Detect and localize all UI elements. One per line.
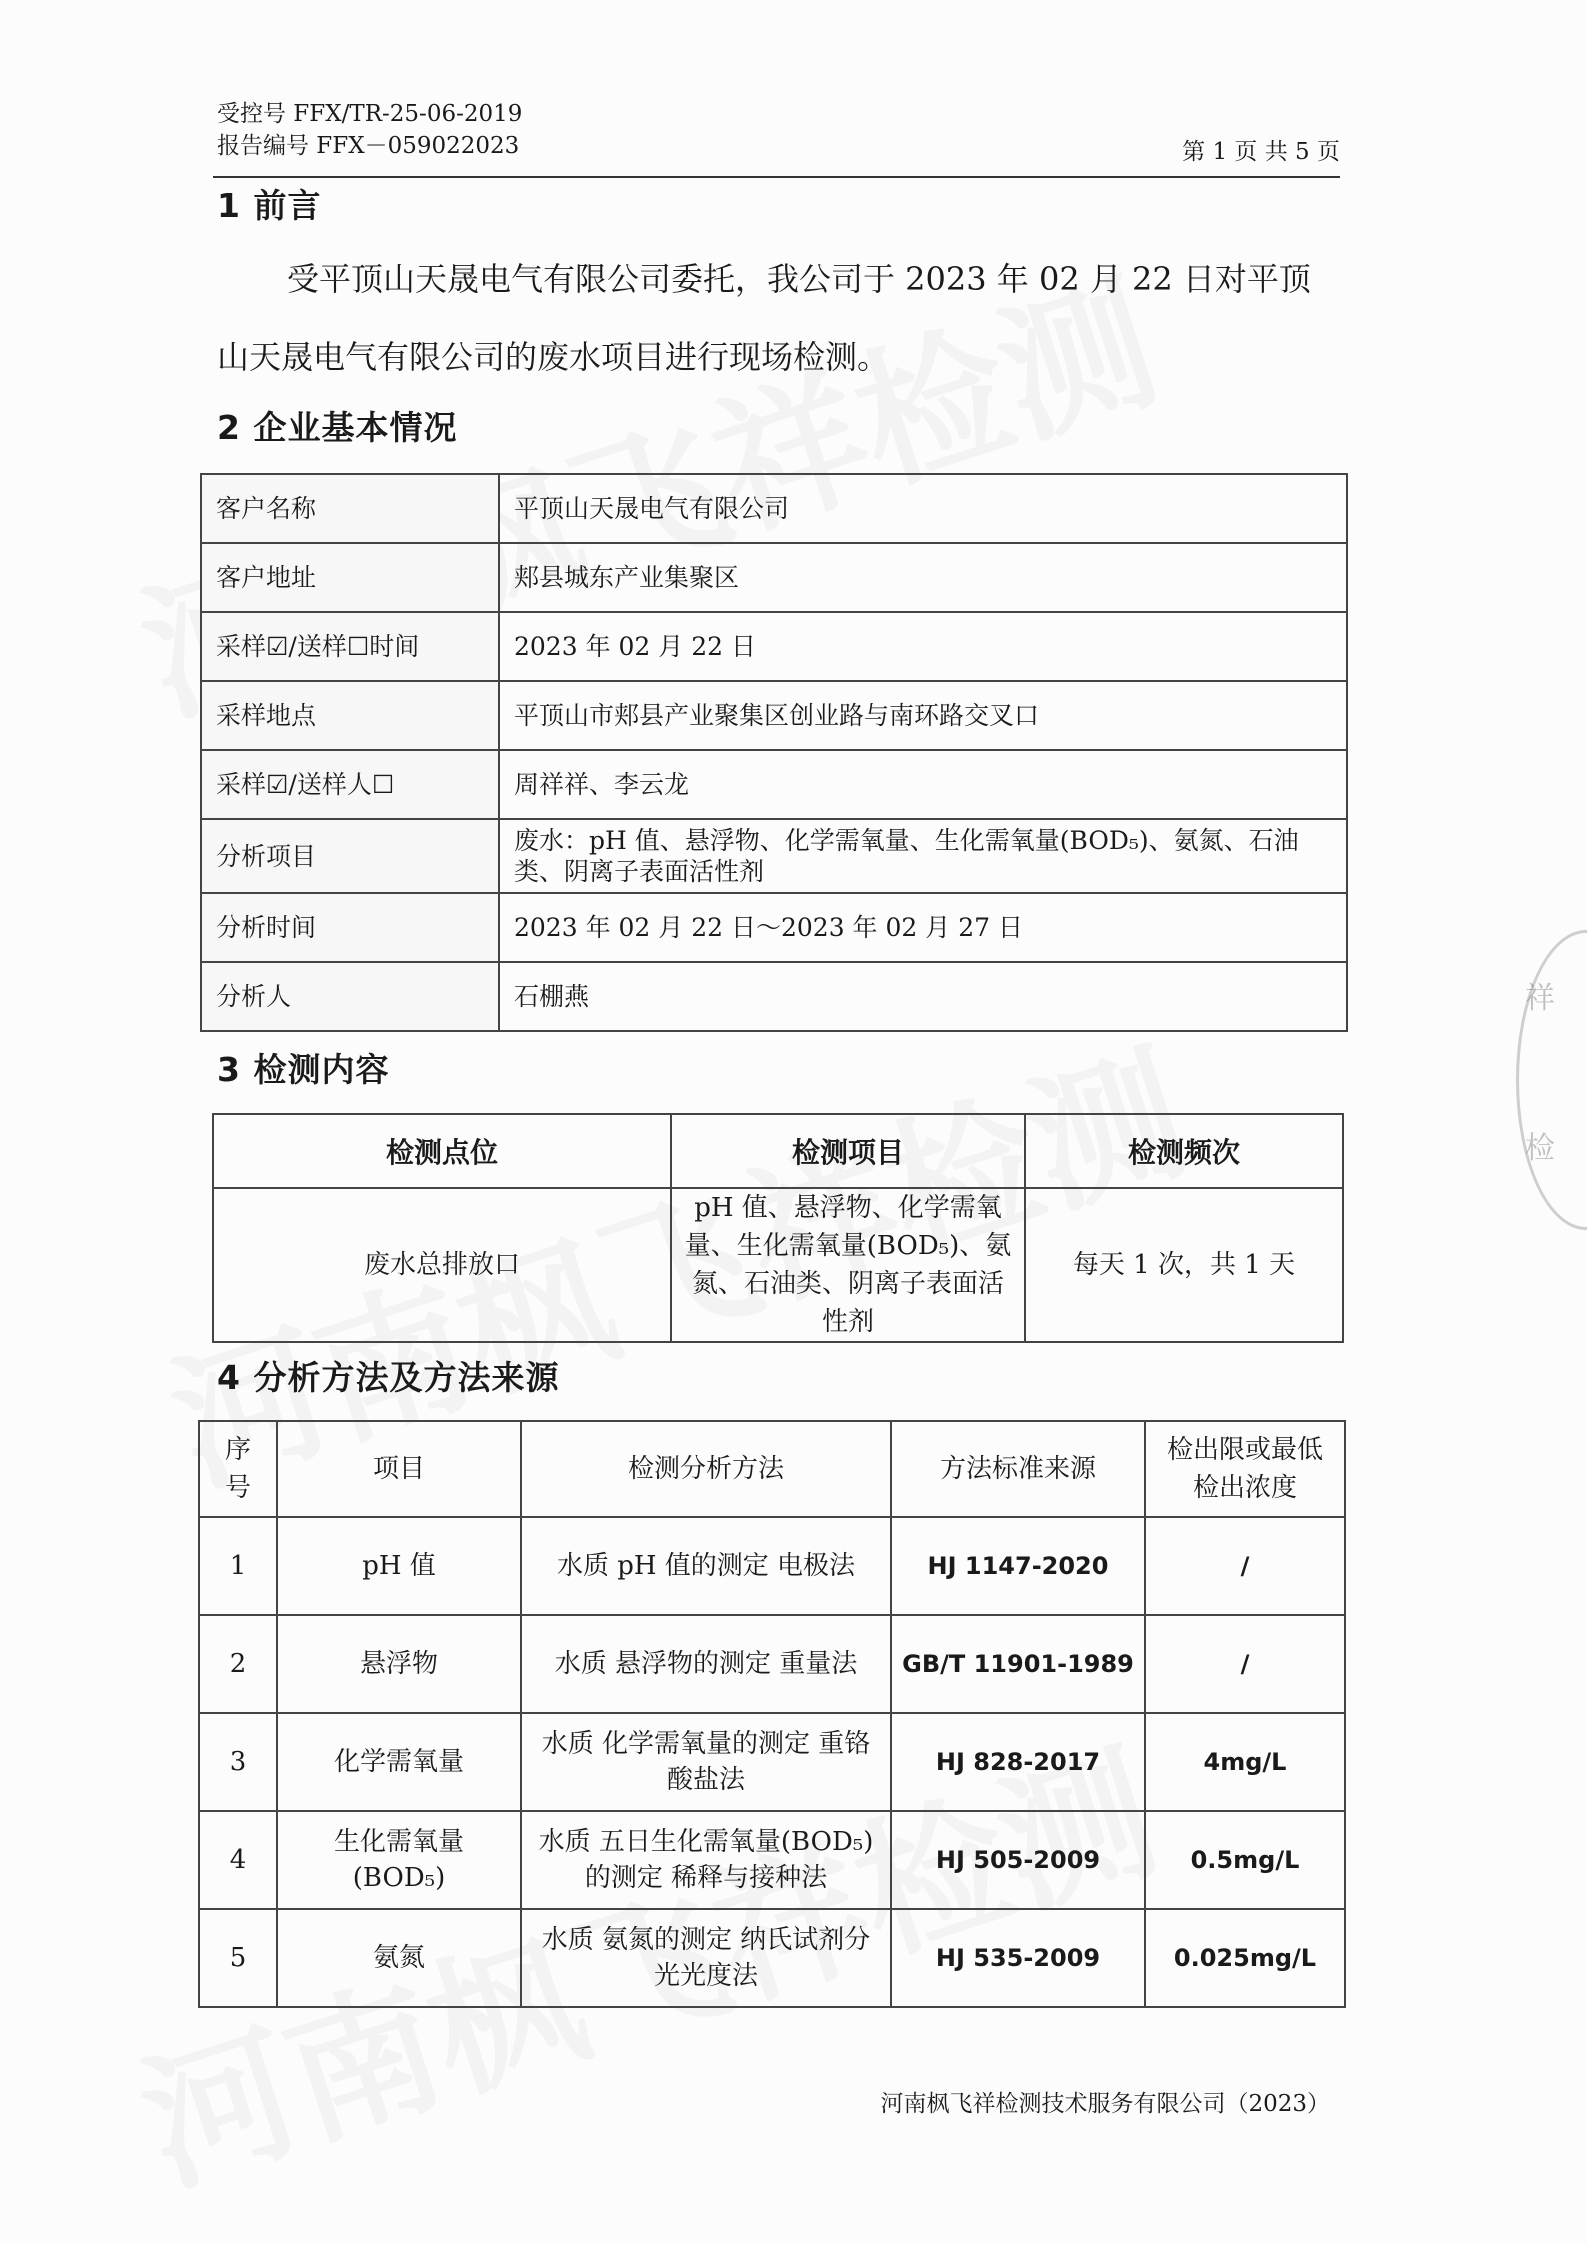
- row-method: 水质 化学需氧量的测定 重铬酸盐法: [521, 1713, 891, 1811]
- company-info-table: [200, 473, 1348, 1032]
- info-value: 周祥祥、李云龙: [499, 750, 1347, 819]
- table-row: [201, 750, 1347, 819]
- row-limit: 0.5mg/L: [1145, 1811, 1345, 1909]
- detection-items: pH 值、悬浮物、化学需氧量、生化需氧量(BOD₅)、氨氮、石油类、阴离子表面活性剂: [671, 1188, 1025, 1342]
- row-standard: HJ 828-2017: [891, 1713, 1145, 1811]
- row-number: 2: [199, 1615, 277, 1713]
- row-method: 水质 五日生化需氧量(BOD₅)的测定 稀释与接种法: [521, 1811, 891, 1909]
- row-number: 5: [199, 1909, 277, 2007]
- table-row: [199, 1909, 1345, 2007]
- row-limit: 0.025mg/L: [1145, 1909, 1345, 2007]
- analysis-method-table: [198, 1420, 1346, 2008]
- table-row: [201, 681, 1347, 750]
- table-row: [199, 1615, 1345, 1713]
- table-row: [199, 1517, 1345, 1615]
- column-header: 检出限或最低检出浓度: [1145, 1421, 1345, 1517]
- info-value: 平顶山天晟电气有限公司: [499, 474, 1347, 543]
- row-limit: /: [1145, 1517, 1345, 1615]
- table-row: [201, 893, 1347, 962]
- section-4-title: 4 分析方法及方法来源: [217, 1358, 560, 1397]
- section-3-title: 3 检测内容: [217, 1050, 390, 1089]
- info-value: 平顶山市郏县产业聚集区创业路与南环路交叉口: [499, 681, 1347, 750]
- row-item: 氨氮: [277, 1909, 521, 2007]
- detection-content-table: [212, 1113, 1344, 1343]
- table-row: [201, 543, 1347, 612]
- info-key: 采样☑/送样人☐: [201, 750, 499, 819]
- footer-company: 河南枫飞祥检测技术服务有限公司（2023）: [880, 2091, 1330, 2117]
- info-value: 郏县城东产业集聚区: [499, 543, 1347, 612]
- section-1-paragraph: 受平顶山天晟电气有限公司委托，我公司于 2023 年 02 月 22 日对平顶山天晟电气有限公司的废水项目进行现场检测。: [217, 260, 1311, 376]
- info-key: 采样☑/送样☐时间: [201, 612, 499, 681]
- row-number: 4: [199, 1811, 277, 1909]
- section-2-title: 2 企业基本情况: [217, 408, 458, 447]
- row-limit: 4mg/L: [1145, 1713, 1345, 1811]
- row-item: 生化需氧量(BOD₅): [277, 1811, 521, 1909]
- table-header-row: [199, 1421, 1345, 1517]
- column-header: 序号: [199, 1421, 277, 1517]
- column-header: 检测项目: [671, 1114, 1025, 1188]
- column-header: 检测点位: [213, 1114, 671, 1188]
- table-row: [201, 474, 1347, 543]
- section-1-title: 1 前言: [217, 186, 322, 225]
- report-number: 报告编号 FFX－059022023: [217, 133, 520, 159]
- document-header: [217, 98, 1340, 165]
- row-method: 水质 氨氮的测定 纳氏试剂分光光度法: [521, 1909, 891, 2007]
- column-header: 检测频次: [1025, 1114, 1343, 1188]
- row-method: 水质 pH 值的测定 电极法: [521, 1517, 891, 1615]
- info-key: 客户名称: [201, 474, 499, 543]
- table-row: [201, 962, 1347, 1031]
- column-header: 项目: [277, 1421, 521, 1517]
- row-number: 1: [199, 1517, 277, 1615]
- row-number: 3: [199, 1713, 277, 1811]
- info-value: 废水：pH 值、悬浮物、化学需氧量、生化需氧量(BOD₅)、氨氮、石油类、阴离子表面活性剂: [499, 819, 1347, 893]
- table-row: [199, 1811, 1345, 1909]
- info-key: 分析项目: [201, 819, 499, 893]
- info-value: 石棚燕: [499, 962, 1347, 1031]
- detection-frequency: 每天 1 次，共 1 天: [1025, 1188, 1343, 1342]
- info-key: 分析时间: [201, 893, 499, 962]
- row-limit: /: [1145, 1615, 1345, 1713]
- row-standard: GB/T 11901-1989: [891, 1615, 1145, 1713]
- row-standard: HJ 505-2009: [891, 1811, 1145, 1909]
- info-key: 采样地点: [201, 681, 499, 750]
- table-row: [213, 1188, 1343, 1342]
- table-row: [199, 1713, 1345, 1811]
- info-key: 分析人: [201, 962, 499, 1031]
- row-item: pH 值: [277, 1517, 521, 1615]
- column-header: 方法标准来源: [891, 1421, 1145, 1517]
- column-header: 检测分析方法: [521, 1421, 891, 1517]
- table-row: [201, 612, 1347, 681]
- seal-stamp: 祥 检: [1516, 930, 1587, 1230]
- row-item: 悬浮物: [277, 1615, 521, 1713]
- header-divider: [213, 176, 1340, 178]
- info-value: 2023 年 02 月 22 日～2023 年 02 月 27 日: [499, 893, 1347, 962]
- table-row: [201, 819, 1347, 893]
- detection-point: 废水总排放口: [213, 1188, 671, 1342]
- row-standard: HJ 535-2009: [891, 1909, 1145, 2007]
- control-number: 受控号 FFX/TR-25-06-2019: [217, 101, 523, 127]
- info-value: 2023 年 02 月 22 日: [499, 612, 1347, 681]
- info-key: 客户地址: [201, 543, 499, 612]
- page-number: 第 1 页 共 5 页: [1182, 139, 1340, 165]
- row-item: 化学需氧量: [277, 1713, 521, 1811]
- row-standard: HJ 1147-2020: [891, 1517, 1145, 1615]
- row-method: 水质 悬浮物的测定 重量法: [521, 1615, 891, 1713]
- table-header-row: [213, 1114, 1343, 1188]
